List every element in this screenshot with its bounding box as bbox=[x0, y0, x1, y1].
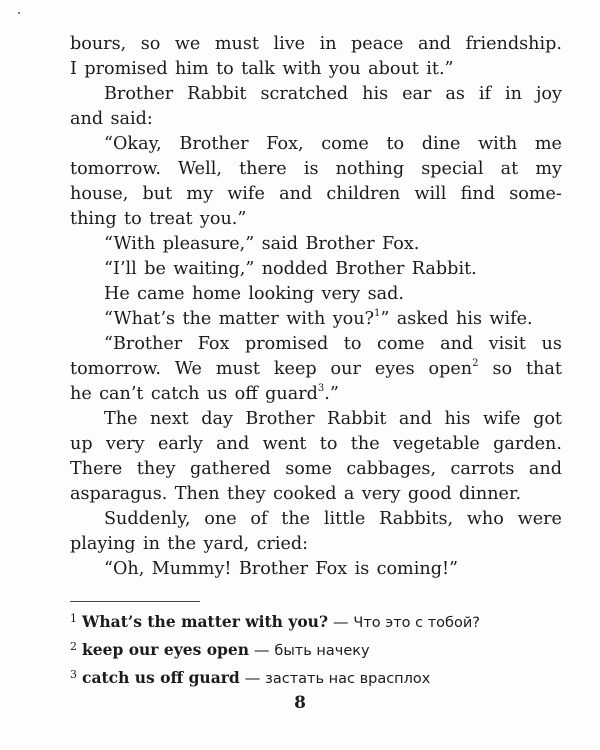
footnote-ref: 2 bbox=[472, 358, 479, 369]
text-line: playing in the yard, cried: bbox=[70, 534, 309, 554]
footnote-number: 3 bbox=[70, 668, 77, 681]
footnote-term: keep our eyes open bbox=[82, 640, 250, 659]
footnote-translation: застать нас врасплох bbox=[265, 671, 431, 687]
text-line: he can’t catch us off guard$^3$.” bbox=[70, 383, 339, 404]
text-line: tomorrow. We must keep our eyes open$^2$ so that bbox=[70, 358, 562, 379]
text-line: There they gathered some cabbages, carrots and bbox=[70, 459, 562, 479]
text-line: “I’ll be waiting,” nodded Brother Rabbit. bbox=[104, 259, 477, 279]
footnote-dash: — bbox=[244, 669, 261, 687]
footnotes bbox=[70, 607, 565, 691]
footnote-dash: — bbox=[253, 641, 270, 659]
text-line: I promised him to talk with you about it.” bbox=[70, 59, 454, 79]
text-line: house, but my wife and children will find some- bbox=[70, 184, 562, 204]
story-text bbox=[70, 32, 562, 582]
text-line: Brother Rabbit scratched his ear as if in joy bbox=[104, 84, 562, 104]
text-line: He came home looking very sad. bbox=[104, 284, 404, 304]
text-line: The next day Brother Rabbit and his wife got bbox=[104, 409, 562, 429]
footnote-ref: 1 bbox=[374, 308, 381, 319]
text-line: bours, so we must live in peace and friendship. bbox=[70, 34, 562, 54]
page-number: 8 bbox=[294, 693, 306, 713]
text-line: Suddenly, one of the little Rabbits, who were bbox=[104, 509, 562, 529]
text-line: asparagus. Then they cooked a very good dinner. bbox=[70, 484, 522, 504]
footnote-translation: быть начеку bbox=[274, 643, 370, 659]
footnote-number: 2 bbox=[70, 640, 77, 653]
scan-dot bbox=[18, 12, 20, 14]
footnote bbox=[70, 663, 565, 691]
text-line: tomorrow. Well, there is nothing special at my bbox=[70, 159, 562, 179]
text-line: thing to treat you.” bbox=[70, 209, 247, 229]
text-line: and said: bbox=[70, 109, 153, 129]
footnote bbox=[70, 635, 565, 663]
text-line: “Brother Fox promised to come and visit us bbox=[104, 334, 562, 354]
footnote bbox=[70, 607, 565, 635]
footnote-ref: 3 bbox=[317, 383, 325, 394]
footnote-term: catch us off guard bbox=[82, 668, 240, 687]
footnote-translation: Что это с тобой? bbox=[353, 615, 480, 631]
footnote-number: 1 bbox=[70, 612, 77, 625]
footnote-rule bbox=[70, 601, 200, 602]
footnote-term: What’s the matter with you? bbox=[82, 612, 329, 631]
text-line: “Okay, Brother Fox, come to dine with me bbox=[104, 134, 562, 154]
text-line: “Oh, Mummy! Brother Fox is coming!” bbox=[104, 559, 459, 579]
text-line: up very early and went to the vegetable garden. bbox=[70, 434, 562, 454]
footnote-dash: — bbox=[332, 613, 349, 631]
text-line: “What’s the matter with you?$^1$” asked his wife. bbox=[104, 308, 533, 329]
text-line: “With pleasure,” said Brother Fox. bbox=[104, 234, 420, 254]
